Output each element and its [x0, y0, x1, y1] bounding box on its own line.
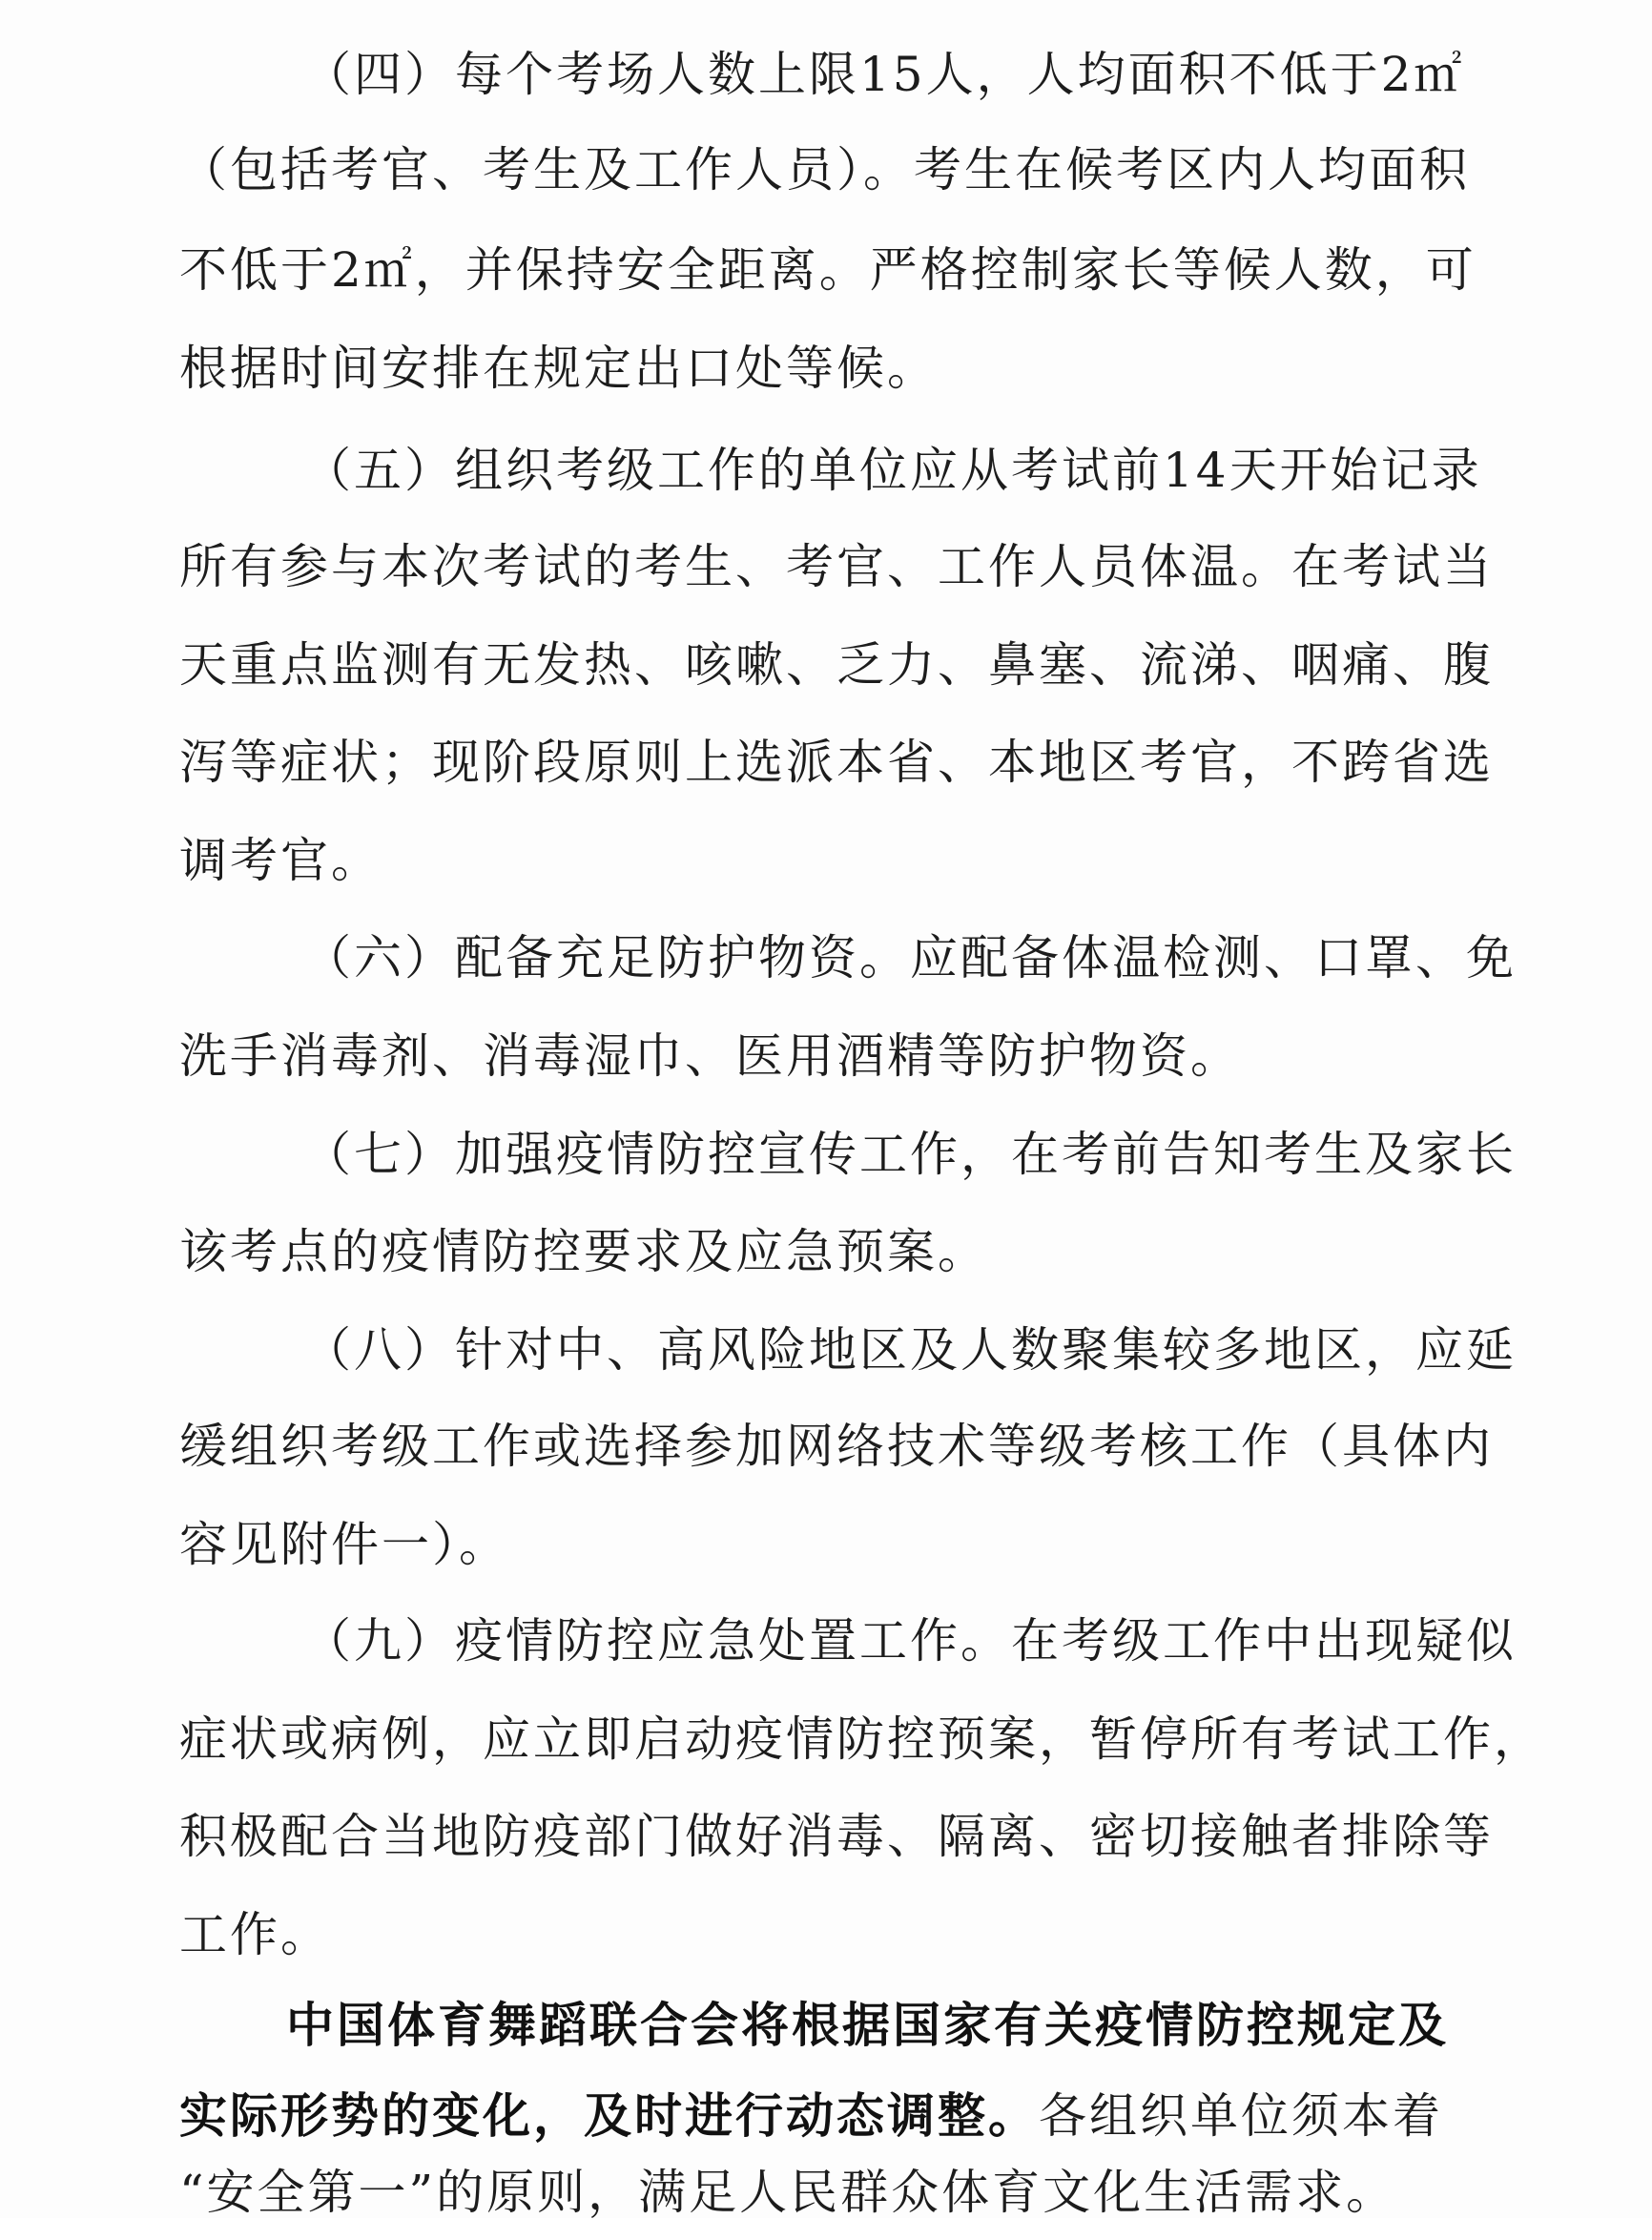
- paragraph-9-line-4: 工作。: [179, 1907, 331, 1962]
- paragraph-9-line-3: 积极配合当地防疫部门做好消毒、隔离、密切接触者排除等: [179, 1809, 1494, 1864]
- paragraph-9-line-2: 症状或病例，应立即启动疫情防控预案，暂停所有考试工作，: [179, 1711, 1544, 1767]
- paragraph-8-line-1: （八）针对中、高风险地区及人数聚集较多地区，应延: [303, 1322, 1517, 1378]
- paragraph-9-line-1: （九）疫情防控应急处置工作。在考级工作中出现疑似: [303, 1613, 1517, 1669]
- paragraph-5-line-5: 调考官。: [179, 833, 382, 888]
- paragraph-5-line-1: （五）组织考级工作的单位应从考试前14天开始记录: [303, 443, 1482, 498]
- paragraph-4-line-3: 不低于2㎡，并保持安全距离。严格控制家长等候人数，可: [179, 242, 1476, 298]
- paragraph-7-line-2: 该考点的疫情防控要求及应急预案。: [179, 1224, 988, 1279]
- paragraph-5-line-4: 泻等症状；现阶段原则上选派本省、本地区考官，不跨省选: [179, 735, 1494, 790]
- paragraph-4-line-4: 根据时间安排在规定出口处等候。: [179, 341, 938, 396]
- paragraph-4-line-1: （四）每个考场人数上限15人，人均面积不低于2㎡: [303, 47, 1465, 102]
- paragraph-5-line-3: 天重点监测有无发热、咳嗽、乏力、鼻塞、流涕、咽痛、腹: [179, 637, 1494, 693]
- closing-line-3: “安全第一”的原则，满足人民群众体育文化生活需求。: [179, 2165, 1397, 2220]
- paragraph-8-line-3: 容见附件一）。: [179, 1517, 509, 1572]
- paragraph-6-line-1: （六）配备充足防护物资。应配备体温检测、口罩、免: [303, 930, 1517, 985]
- closing-line-2-rest: 各组织单位须本着: [1039, 2088, 1443, 2144]
- paragraph-5-line-2: 所有参与本次考试的考生、考官、工作人员体温。在考试当: [179, 539, 1494, 594]
- paragraph-6-line-2: 洗手消毒剂、消毒湿巾、医用酒精等防护物资。: [179, 1028, 1241, 1084]
- paragraph-4-line-2: （包括考官、考生及工作人员）。考生在候考区内人均面积: [179, 142, 1470, 197]
- paragraph-8-line-2: 缓组织考级工作或选择参加网络技术等级考核工作（具体内: [179, 1419, 1494, 1474]
- paragraph-7-line-1: （七）加强疫情防控宣传工作，在考前告知考生及家长: [303, 1127, 1517, 1182]
- closing-line-1: 中国体育舞蹈联合会将根据国家有关疫情防控规定及: [286, 1997, 1449, 2053]
- closing-line-2-bold: 实际形势的变化，及时进行动态调整。: [179, 2087, 1039, 2144]
